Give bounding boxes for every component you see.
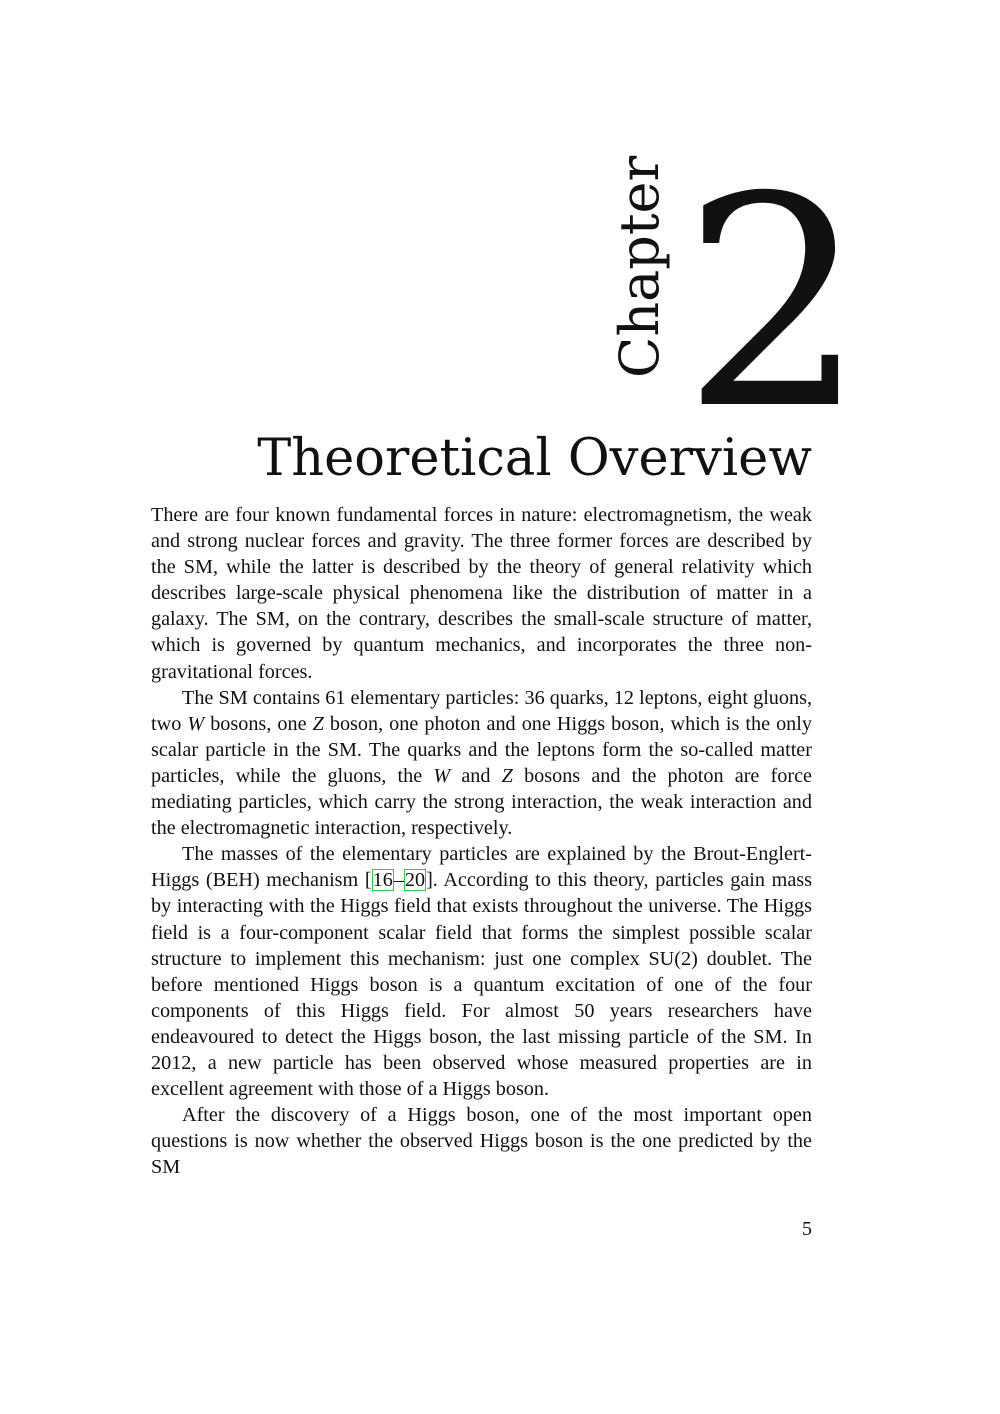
paragraph-2: The SM contains 61 elementary particles: 36 quarks, 12 leptons, eight gluons, two W bosons, one Z boson, one photon and one Higgs boson, which is the only scalar particle in the SM. The quarks and the leptons form the so-called matter particles, while the gluons, the W and Z bosons and the photon are force mediating particles, which carry the strong interaction, the weak interaction and the electromagnetic interaction, respectively.: [151, 686, 813, 840]
chapter-title: Theoretical Overview: [257, 429, 812, 488]
paragraph-3: The masses of the elementary particles are explained by the Brout-Englert-Higgs (BEH) mechanism [16–20]. According to this theory, particles gain mass by interacting with the Higgs field that exists throughout the universe. The Higgs field is a four-component scalar field that forms the simplest possible scalar structure to implement this mechanism: just one complex SU(2) doublet. The before mentioned Higgs boson is a quantum excitation of one of the four components of this Higgs field. For almost 50 years researchers have endeavoured to detect the Higgs boson, the last missing particle of the SM. In 2012, a new particle has been observed whose measured properties are in excellent agreement with those of a Higgs boson.: [151, 843, 812, 1101]
body-text: [151, 502, 812, 1180]
chapter-label: Chapter: [608, 155, 671, 378]
paragraph-4: After the discovery of a Higgs boson, one of the most important open questions is now whether the observed Higgs boson is the one predicted by the SM: [151, 1104, 812, 1179]
z-boson-symbol: Z: [312, 712, 324, 735]
chapter-number: 2: [682, 136, 867, 473]
citation-link-16[interactable]: 16: [372, 869, 393, 892]
citation-link-20[interactable]: 20: [404, 869, 426, 892]
paragraph-1: There are four known fundamental forces in nature: electromagnetism, the weak and strong nuclear forces and gravity. The three former forces are described by the SM, while the latter is described by the theory of general relativity which describes large-scale physical phenomena like the distribution of matter in a galaxy. The SM, on the contrary, describes the small-scale structure of matter, which is governed by quantum mechanics, and incorporates the three non-gravitational forces.: [151, 504, 812, 683]
w-boson-symbol: W: [187, 712, 205, 735]
z-boson-symbol: Z: [501, 764, 513, 787]
w-boson-symbol: W: [433, 764, 451, 787]
page-number: 5: [802, 1218, 812, 1240]
